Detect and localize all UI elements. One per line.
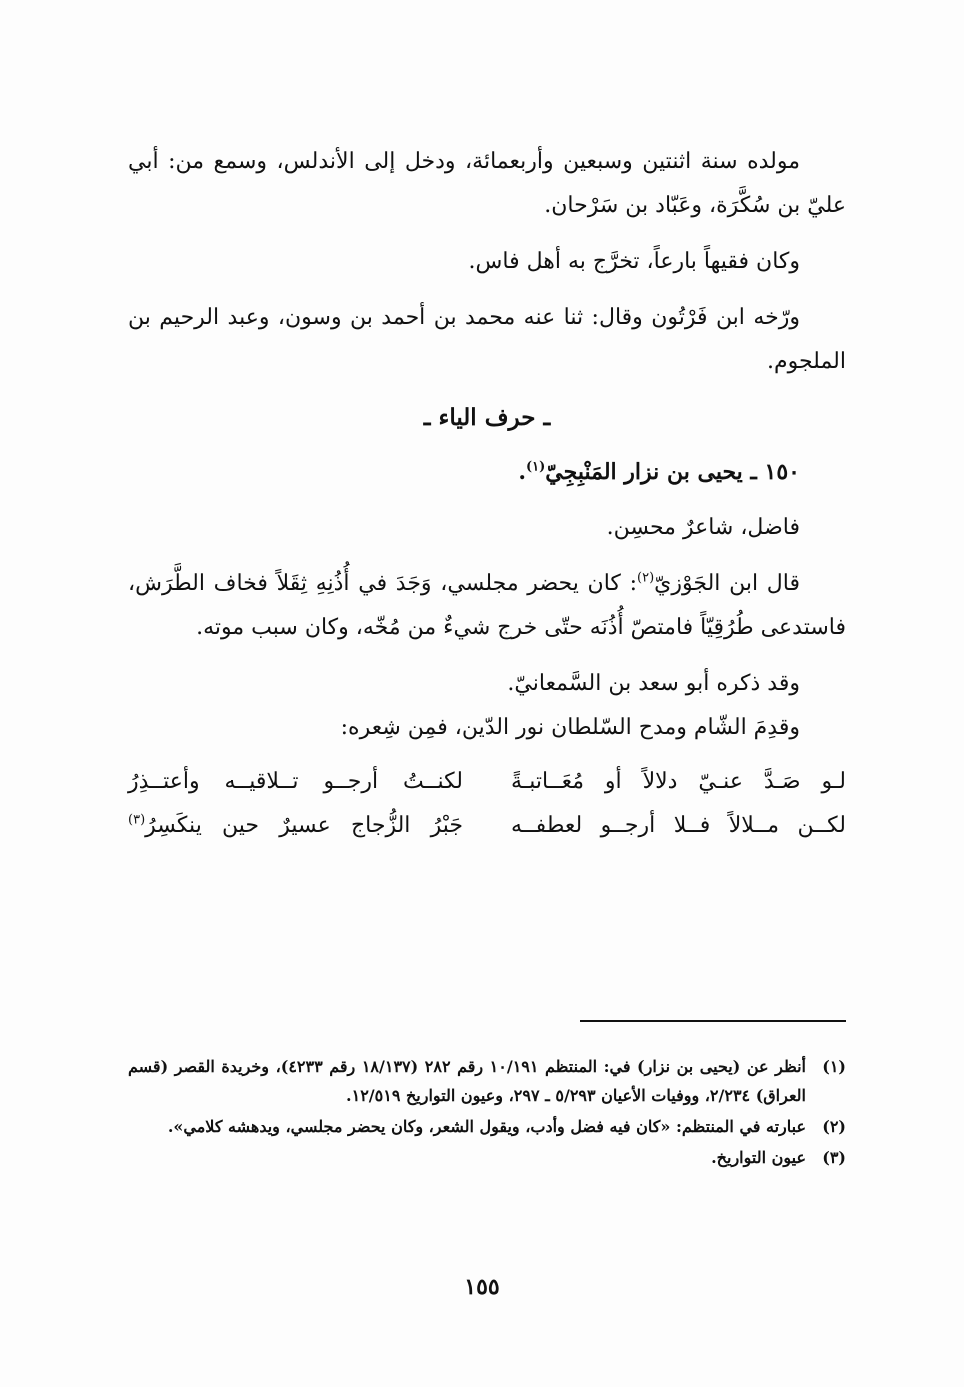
paragraph-dated-by: ورّخه ابن فَرْتُون وقال: ثنا عنه محمد بن أحمد بن وسون، وعبد الرحيم بن الملجوم. [128,305,846,374]
verse-2-second-text: جَبْرُ الزُّجاج عسيرٌ حين ينكَسِرُ [145,813,463,838]
footnote-ref-1[interactable]: (١) [525,459,546,475]
poem [128,760,846,848]
verse-2-first-hemistich: لكــن مــلالاً فــلا أرجــو لعطفــه [511,813,846,838]
footnotes [128,1052,846,1174]
footnote-text: عبارته في المنتظم: «كان فيه فضل وأدب، ويقول الشعر، وكان يحضر مجلسي، ويدهشه كلامي». [167,1117,806,1136]
footnote-number: (٣) [822,1148,846,1167]
footnote-2 [128,1112,846,1141]
footnote-1 [128,1052,846,1110]
footnote-ref-3[interactable]: (٣) [128,812,146,828]
footnote-number: (١) [822,1057,846,1076]
poem-verse [128,760,846,804]
paragraph-ibn-jawzi [128,562,846,650]
footnote-number: (٢) [822,1117,846,1136]
main-text [128,140,846,848]
page-number: ١٥٥ [464,1274,500,1300]
paragraph-sham: وقدِمَ الشّام ومدح السّلطان نور الدّين، فمِن شِعره: [340,715,800,740]
section-heading: ـ حرف الياء ـ [423,404,551,431]
poem-verse [128,804,846,848]
verse-1-second-hemistich: لكنــتُ أرجــو تــلاقيــه وأعتــذِرُ [128,769,463,794]
footnote-ref-2[interactable]: (٢) [637,570,655,586]
entry-heading-end: . [518,459,526,485]
paragraph-description: فاضل، شاعرٌ محسِن. [606,515,800,540]
paragraph-ibn-jawzi-start: قال ابن الجَوْزيّ [654,571,800,596]
paragraph-faqih: وكان فقيهاً بارعاً، تخرَّج به أهل فاس. [468,249,800,274]
entry-heading [128,450,846,494]
paragraph-birth: مولده سنة اثنتين وسبعين وأربعمائة، ودخل إلى الأندلس، وسمع من: أبي عليّ بن سُكَّرَة، وعَبّاد بن سَرْحان. [128,149,846,218]
paragraph-samani: وقد ذكره أبو سعد بن السَّمعانيّ. [507,671,800,696]
footnote-text: عيون التواريخ. [711,1148,806,1167]
entry-heading-text: ١٥٠ ـ يحيى بن نزار المَنْبِجِيّ [545,459,800,485]
paragraph-ibn-jawzi-rest: : كان يحضر مجلسي، وَجَدَ في أُذُنِهِ ثِقَلاً فخاف الطَّرَش، فاستدعى طُرُقِيّاً فامتصّ أُذُنَه حتّى خرج شيءٌ من مُخّه، وكان سبب موته. [128,571,846,640]
footnote-separator [580,1020,846,1022]
verse-2-second-hemistich [128,804,463,848]
verse-1-first-hemistich: لـو صَـدَّ عنـيّ دلالاً أو مُعَــاتبـةً [511,769,846,794]
footnote-3 [128,1143,846,1172]
footnote-text: أنظر عن (يحيى بن نزار) في: المنتظم ١٠/١٩١ رقم ٢٨٢ (١٨/١٣٧ رقم ٤٢٣٣)، وخريدة القصر (قسم العراق) ٢/٢٣٤، ووفيات الأعيان ٥/٢٩٣ ـ ٢٩٧، وعيون التواريخ ١٢/٥١٩. [128,1057,806,1105]
